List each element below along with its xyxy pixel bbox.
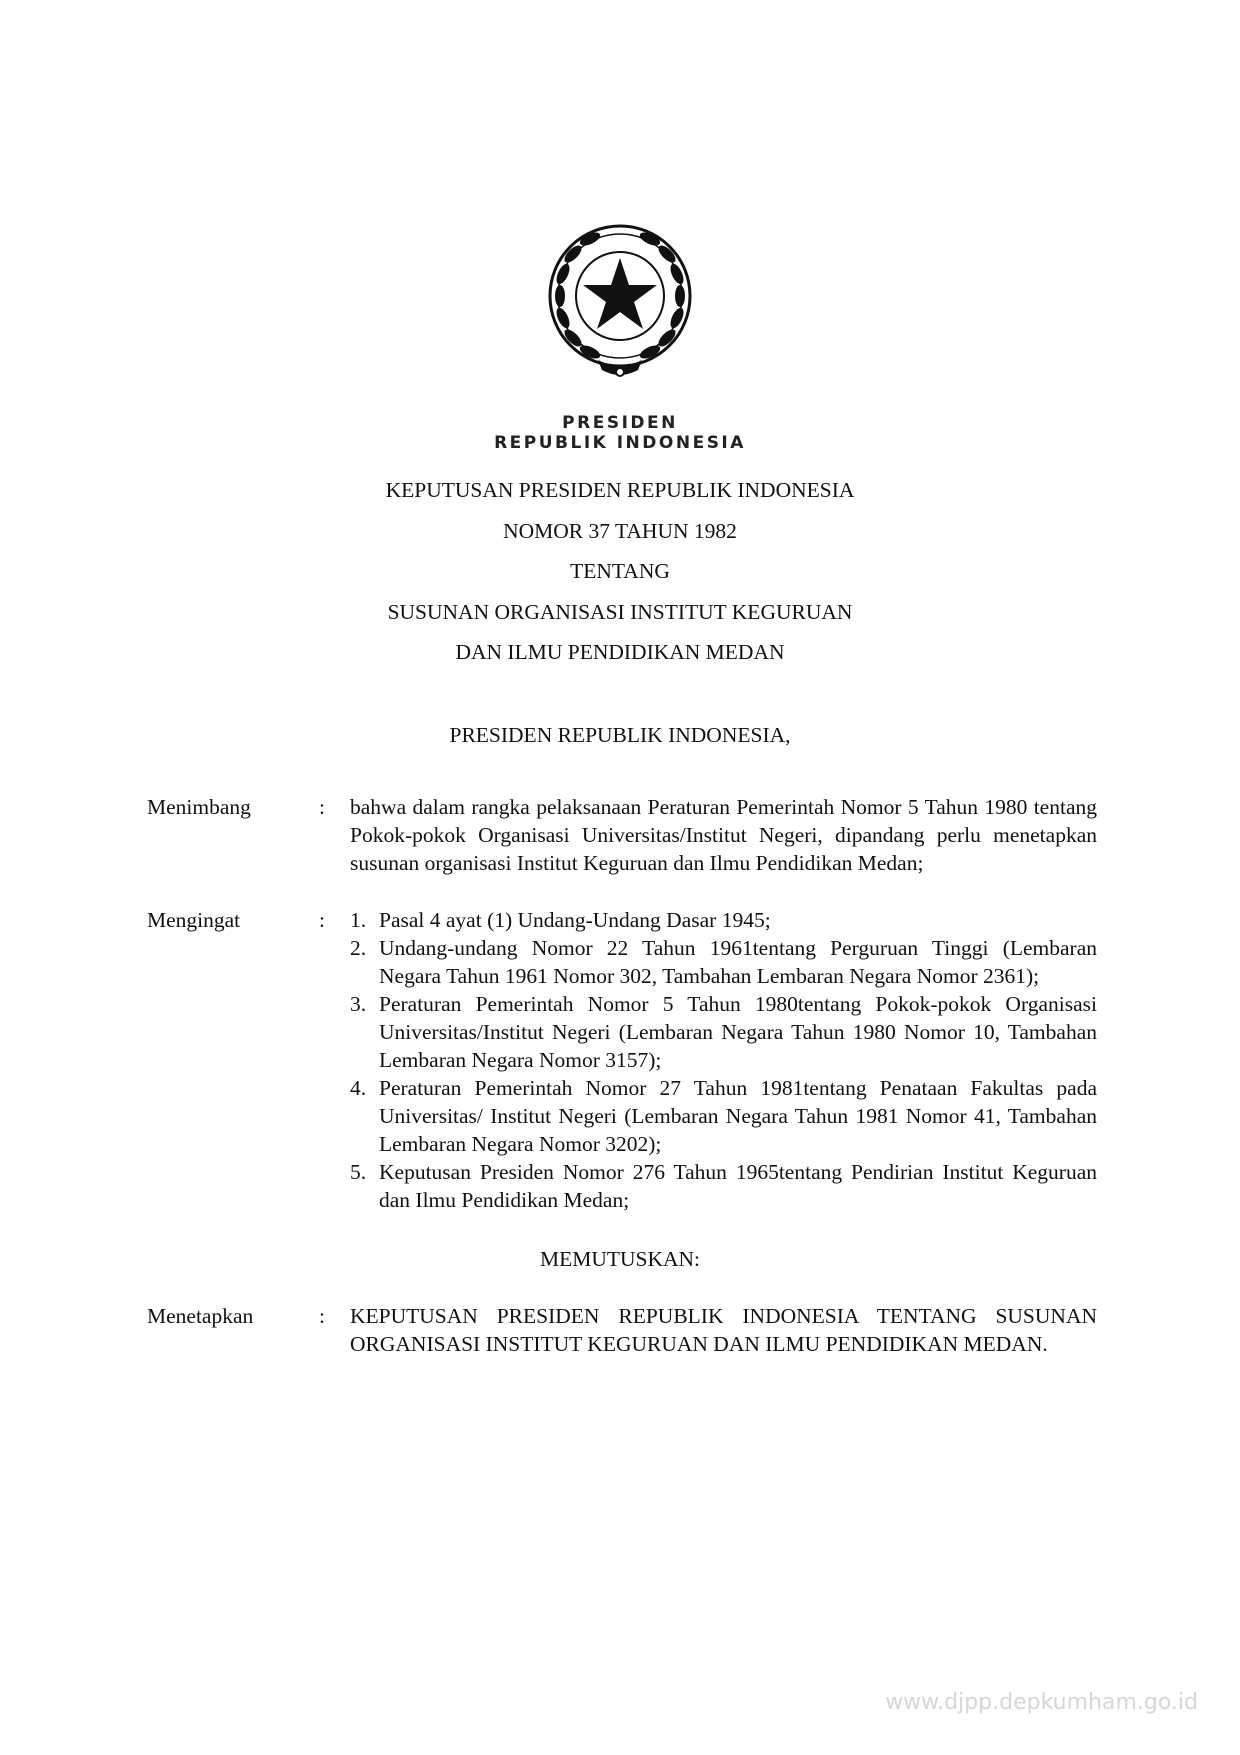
list-item: 5. Keputusan Presiden Nomor 276 Tahun 1965tentang Pendirian Institut Keguruan dan Ilmu Pendidikan Medan; bbox=[350, 1160, 1097, 1212]
decree-subject-line2: DAN ILMU PENDIDIKAN MEDAN bbox=[455, 640, 785, 664]
menetapkan-label: Menetapkan bbox=[147, 1304, 254, 1328]
list-item: 2. Undang-undang Nomor 22 Tahun 1961tentang Perguruan Tinggi (Lembaran Negara Tahun 1961 Nomor 302, Tambahan Lembaran Negara Nomor 2361); bbox=[350, 936, 1097, 988]
menimbang-label: Menimbang bbox=[147, 795, 251, 819]
list-item: 4. Peraturan Pemerintah Nomor 27 Tahun 1981tentang Penataan Fakultas pada Universitas/ Institut Negeri (Lembaran Negara Tahun 1981 Nomor 41, Tambahan Lembaran Negara Nomor 3202); bbox=[350, 1076, 1097, 1156]
memutuskan-heading: MEMUTUSKAN: bbox=[539, 1247, 701, 1271]
menimbang-colon: : bbox=[319, 795, 325, 819]
menetapkan-colon: : bbox=[319, 1304, 325, 1328]
decree-tentang: TENTANG bbox=[570, 559, 670, 583]
seal-caption-line1: PRESIDEN bbox=[562, 413, 678, 433]
presidential-seal-icon bbox=[540, 222, 700, 390]
mengingat-colon: : bbox=[319, 908, 325, 932]
salutation: PRESIDEN REPUBLIK INDONESIA, bbox=[449, 723, 791, 747]
list-item: 1. Pasal 4 ayat (1) Undang-Undang Dasar 1945; bbox=[350, 908, 771, 932]
decree-title: KEPUTUSAN PRESIDEN REPUBLIK INDONESIA bbox=[385, 478, 855, 502]
mengingat-label: Mengingat bbox=[147, 908, 241, 932]
mengingat-list bbox=[350, 906, 1097, 1214]
decree-subject-line1: SUSUNAN ORGANISASI INSTITUT KEGURUAN bbox=[387, 600, 853, 624]
menimbang-text: bahwa dalam rangka pelaksanaan Peraturan Pemerintah Nomor 5 Tahun 1980 tentang Pokok-pokok Organisasi Universitas/Institut Negeri, dipandang perlu menetapkan susunan organisasi Institut Keguruan dan Ilmu Pendidikan Medan; bbox=[350, 795, 1097, 875]
decree-number: NOMOR 37 TAHUN 1982 bbox=[503, 519, 737, 543]
seal-caption-line2: REPUBLIK INDONESIA bbox=[494, 433, 746, 453]
watermark: www.djpp.depkumham.go.id bbox=[885, 1690, 1198, 1715]
list-item: 3. Peraturan Pemerintah Nomor 5 Tahun 1980tentang Pokok-pokok Organisasi Universitas/Institut Negeri (Lembaran Negara Tahun 1980 Nomor 10, Tambahan Lembaran Negara Nomor 3157); bbox=[350, 992, 1097, 1072]
menetapkan-text: KEPUTUSAN PRESIDEN REPUBLIK INDONESIA TENTANG SUSUNAN ORGANISASI INSTITUT KEGURUAN DAN ILMU PENDIDIKAN MEDAN. bbox=[350, 1304, 1097, 1356]
